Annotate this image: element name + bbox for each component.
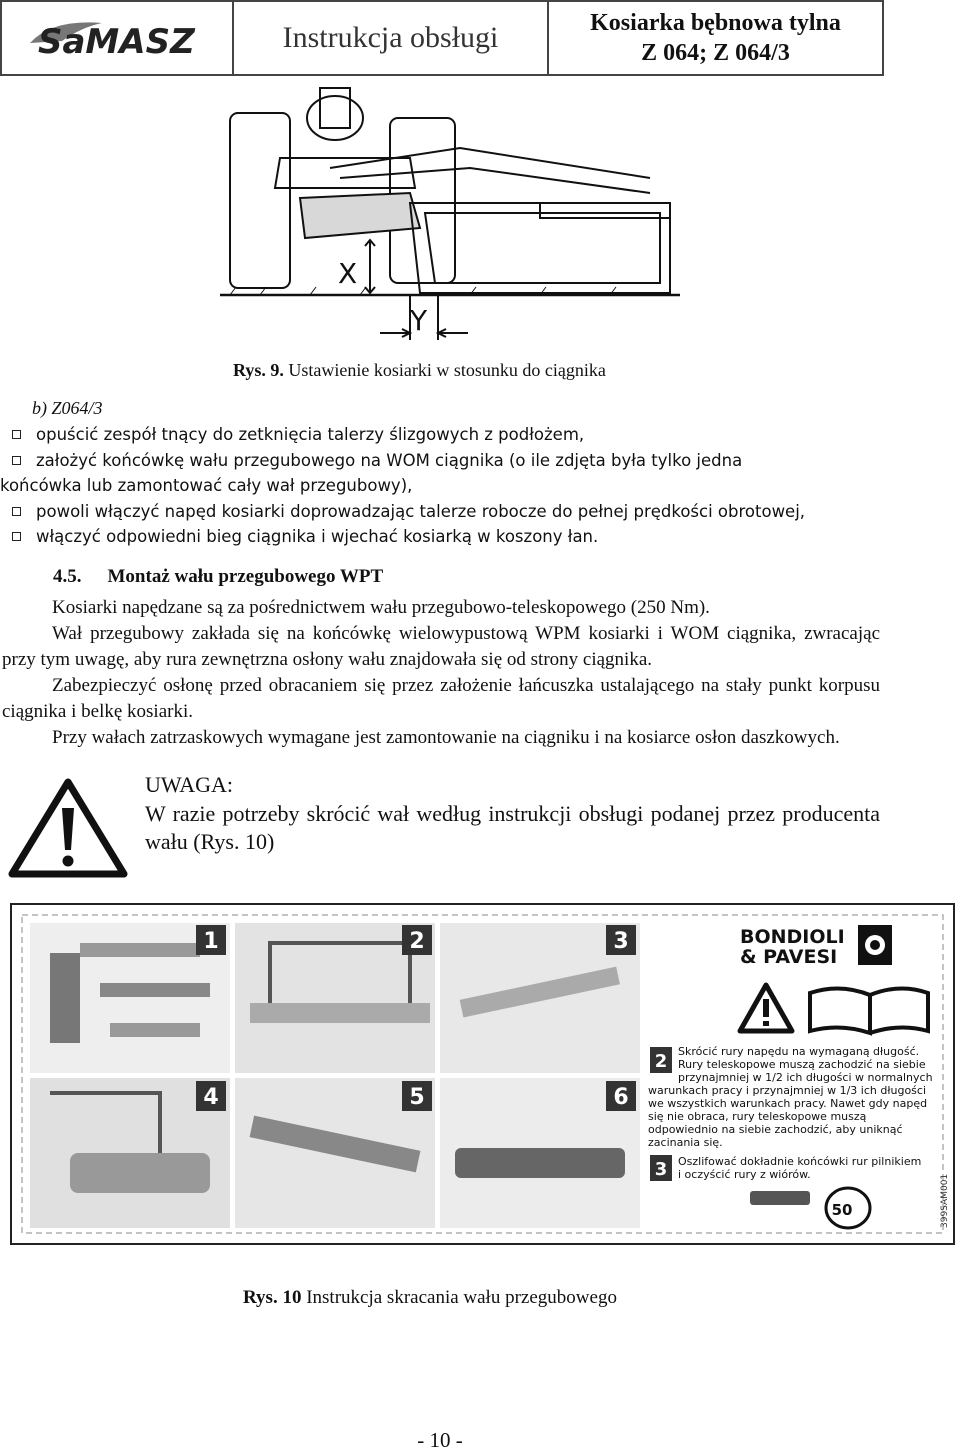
product-title <box>549 2 882 74</box>
figure-9-caption <box>233 360 606 381</box>
warning-title: UWAGA: <box>145 772 233 797</box>
checkbox-bullet-icon <box>12 507 21 516</box>
page-number: - 10 - <box>417 1428 463 1452</box>
section-b-list <box>0 422 960 550</box>
instr-2-line: Rury teleskopowe muszą zachodzić na siebie <box>678 1058 926 1071</box>
badge-50-text: 50 <box>831 1201 853 1219</box>
instr-2-line: warunkach pracy i przynajmniej w 1/3 ich długości <box>648 1084 927 1097</box>
list-item <box>0 499 960 525</box>
instr-2-line: się nie obraca, rury teleskopowe muszą <box>648 1110 867 1123</box>
list-item-text: włączyć odpowiedni bieg ciągnika i wjechać kosiarką w koszony łan. <box>36 527 599 546</box>
step-5-panel <box>235 1078 435 1228</box>
step-3-panel <box>440 923 640 1073</box>
checkbox-bullet-icon <box>12 532 21 541</box>
dim-label-y: Y <box>410 304 428 337</box>
brand-line2: & PAVESI <box>740 946 838 968</box>
figure-10-number: Rys. 10 <box>243 1287 302 1308</box>
step-1-panel <box>30 923 230 1073</box>
step-3-label: 3 <box>613 929 629 954</box>
paragraph: Kosiarki napędzane są za pośrednictwem wału przegubowo-teleskopowego (250 Nm). <box>52 597 710 618</box>
file-tool-icon <box>750 1191 810 1205</box>
instr-2-line: przynajmniej w 1/2 ich długości w normalnych <box>678 1071 933 1084</box>
checkbox-bullet-icon <box>12 456 21 465</box>
figure-10-text: Instrukcja skracania wału przegubowego <box>306 1287 617 1308</box>
section-45-number: 4.5. <box>53 566 82 587</box>
section-45-body <box>2 595 880 751</box>
checkbox-bullet-icon <box>12 430 21 439</box>
instr-2-line: odpowiednio na siebie zachodzić, aby uniknąć <box>648 1123 903 1136</box>
instr-2-number: 2 <box>654 1051 668 1072</box>
list-item-text: opuścić zespół tnący do zetknięcia talerzy ślizgowych z podłożem, <box>36 425 585 444</box>
instr-2-line: zacinania się. <box>648 1136 723 1149</box>
figure-10-caption <box>243 1287 617 1309</box>
instr-3-line: i oczyścić rury z wiórów. <box>678 1168 811 1181</box>
step-4-label: 4 <box>203 1085 219 1110</box>
figure-9-number: Rys. 9. <box>233 360 284 380</box>
product-line2: Z 064; Z 064/3 <box>641 40 790 66</box>
page-header <box>0 0 884 76</box>
paragraph: Przy wałach zatrzaskowych wymagane jest zamontowanie na ciągniku i na kosiarce osłon daszkowych. <box>52 727 840 748</box>
badge-50-icon <box>826 1188 870 1228</box>
samasz-logo <box>2 2 234 74</box>
step-6-panel <box>440 1078 640 1228</box>
section-45-title: Montaż wału przegubowego WPT <box>107 566 384 587</box>
product-line1: Kosiarka bębnowa tylna <box>590 10 841 36</box>
instr-2-line: we wszystkich warunkach pracy. Nawet gdy napęd <box>648 1097 928 1110</box>
figure-code: 399SAM001 <box>940 1173 950 1228</box>
paragraph: Wał przegubowy zakłada się na końcówkę wielowypustową WPM kosiarki i WOM ciągnika, zwracając przy tym uwagę, aby rura zewnętrzna osłony wału znajdowała się od strony ciągnika. <box>2 623 880 670</box>
shaft-shortening-instruction <box>10 903 955 1245</box>
list-item-text-cont: końcówka lub zamontować cały wał przegubowy), <box>0 476 413 495</box>
instr-2-line: Skrócić rury napędu na wymaganą długość. <box>678 1045 920 1058</box>
section-45-heading <box>53 566 383 588</box>
step-5-label: 5 <box>409 1085 425 1110</box>
list-item <box>0 524 960 550</box>
step-2-label: 2 <box>409 929 425 954</box>
step-2-panel <box>235 923 435 1073</box>
warning-triangle-icon <box>8 778 128 878</box>
list-item-text: powoli włączyć napęd kosiarki doprowadzając talerze robocze do pełnej prędkości obrotowej, <box>36 501 806 521</box>
list-item <box>0 448 960 499</box>
dim-label-x: X <box>338 257 358 290</box>
paragraph: Zabezpieczyć osłonę przed obracaniem się przez założenie łańcuszka ustalającego na stały punkt korpusu ciągnika i belkę kosiarki. <box>2 675 880 722</box>
mower-setup-diagram <box>210 78 680 346</box>
figure-9-text: Ustawienie kosiarki w stosunku do ciągnika <box>288 360 606 380</box>
step-6-label: 6 <box>613 1085 629 1110</box>
step-1-label: 1 <box>203 929 219 954</box>
section-b-title: b) Z064/3 <box>32 398 103 418</box>
brand-line1: BONDIOLI <box>740 926 845 948</box>
instr-3-number: 3 <box>654 1159 668 1180</box>
instr-3-line: Oszlifować dokładnie końcówki rur pilnikiem <box>678 1155 922 1168</box>
step-4-panel <box>30 1078 230 1228</box>
manual-title: Instrukcja obsługi <box>234 2 549 74</box>
logo-text: SaMASZ <box>38 22 195 62</box>
warning-text: W razie potrzeby skrócić wał według instrukcji obsługi podanej przez producenta wału (Rys. 10) <box>145 801 880 854</box>
list-item <box>0 422 960 448</box>
brand-logo-icon <box>858 925 892 965</box>
list-item-text: założyć końcówkę wału przegubowego na WOM ciągnika (o ile zdjęta była tylko jedna <box>36 450 743 470</box>
